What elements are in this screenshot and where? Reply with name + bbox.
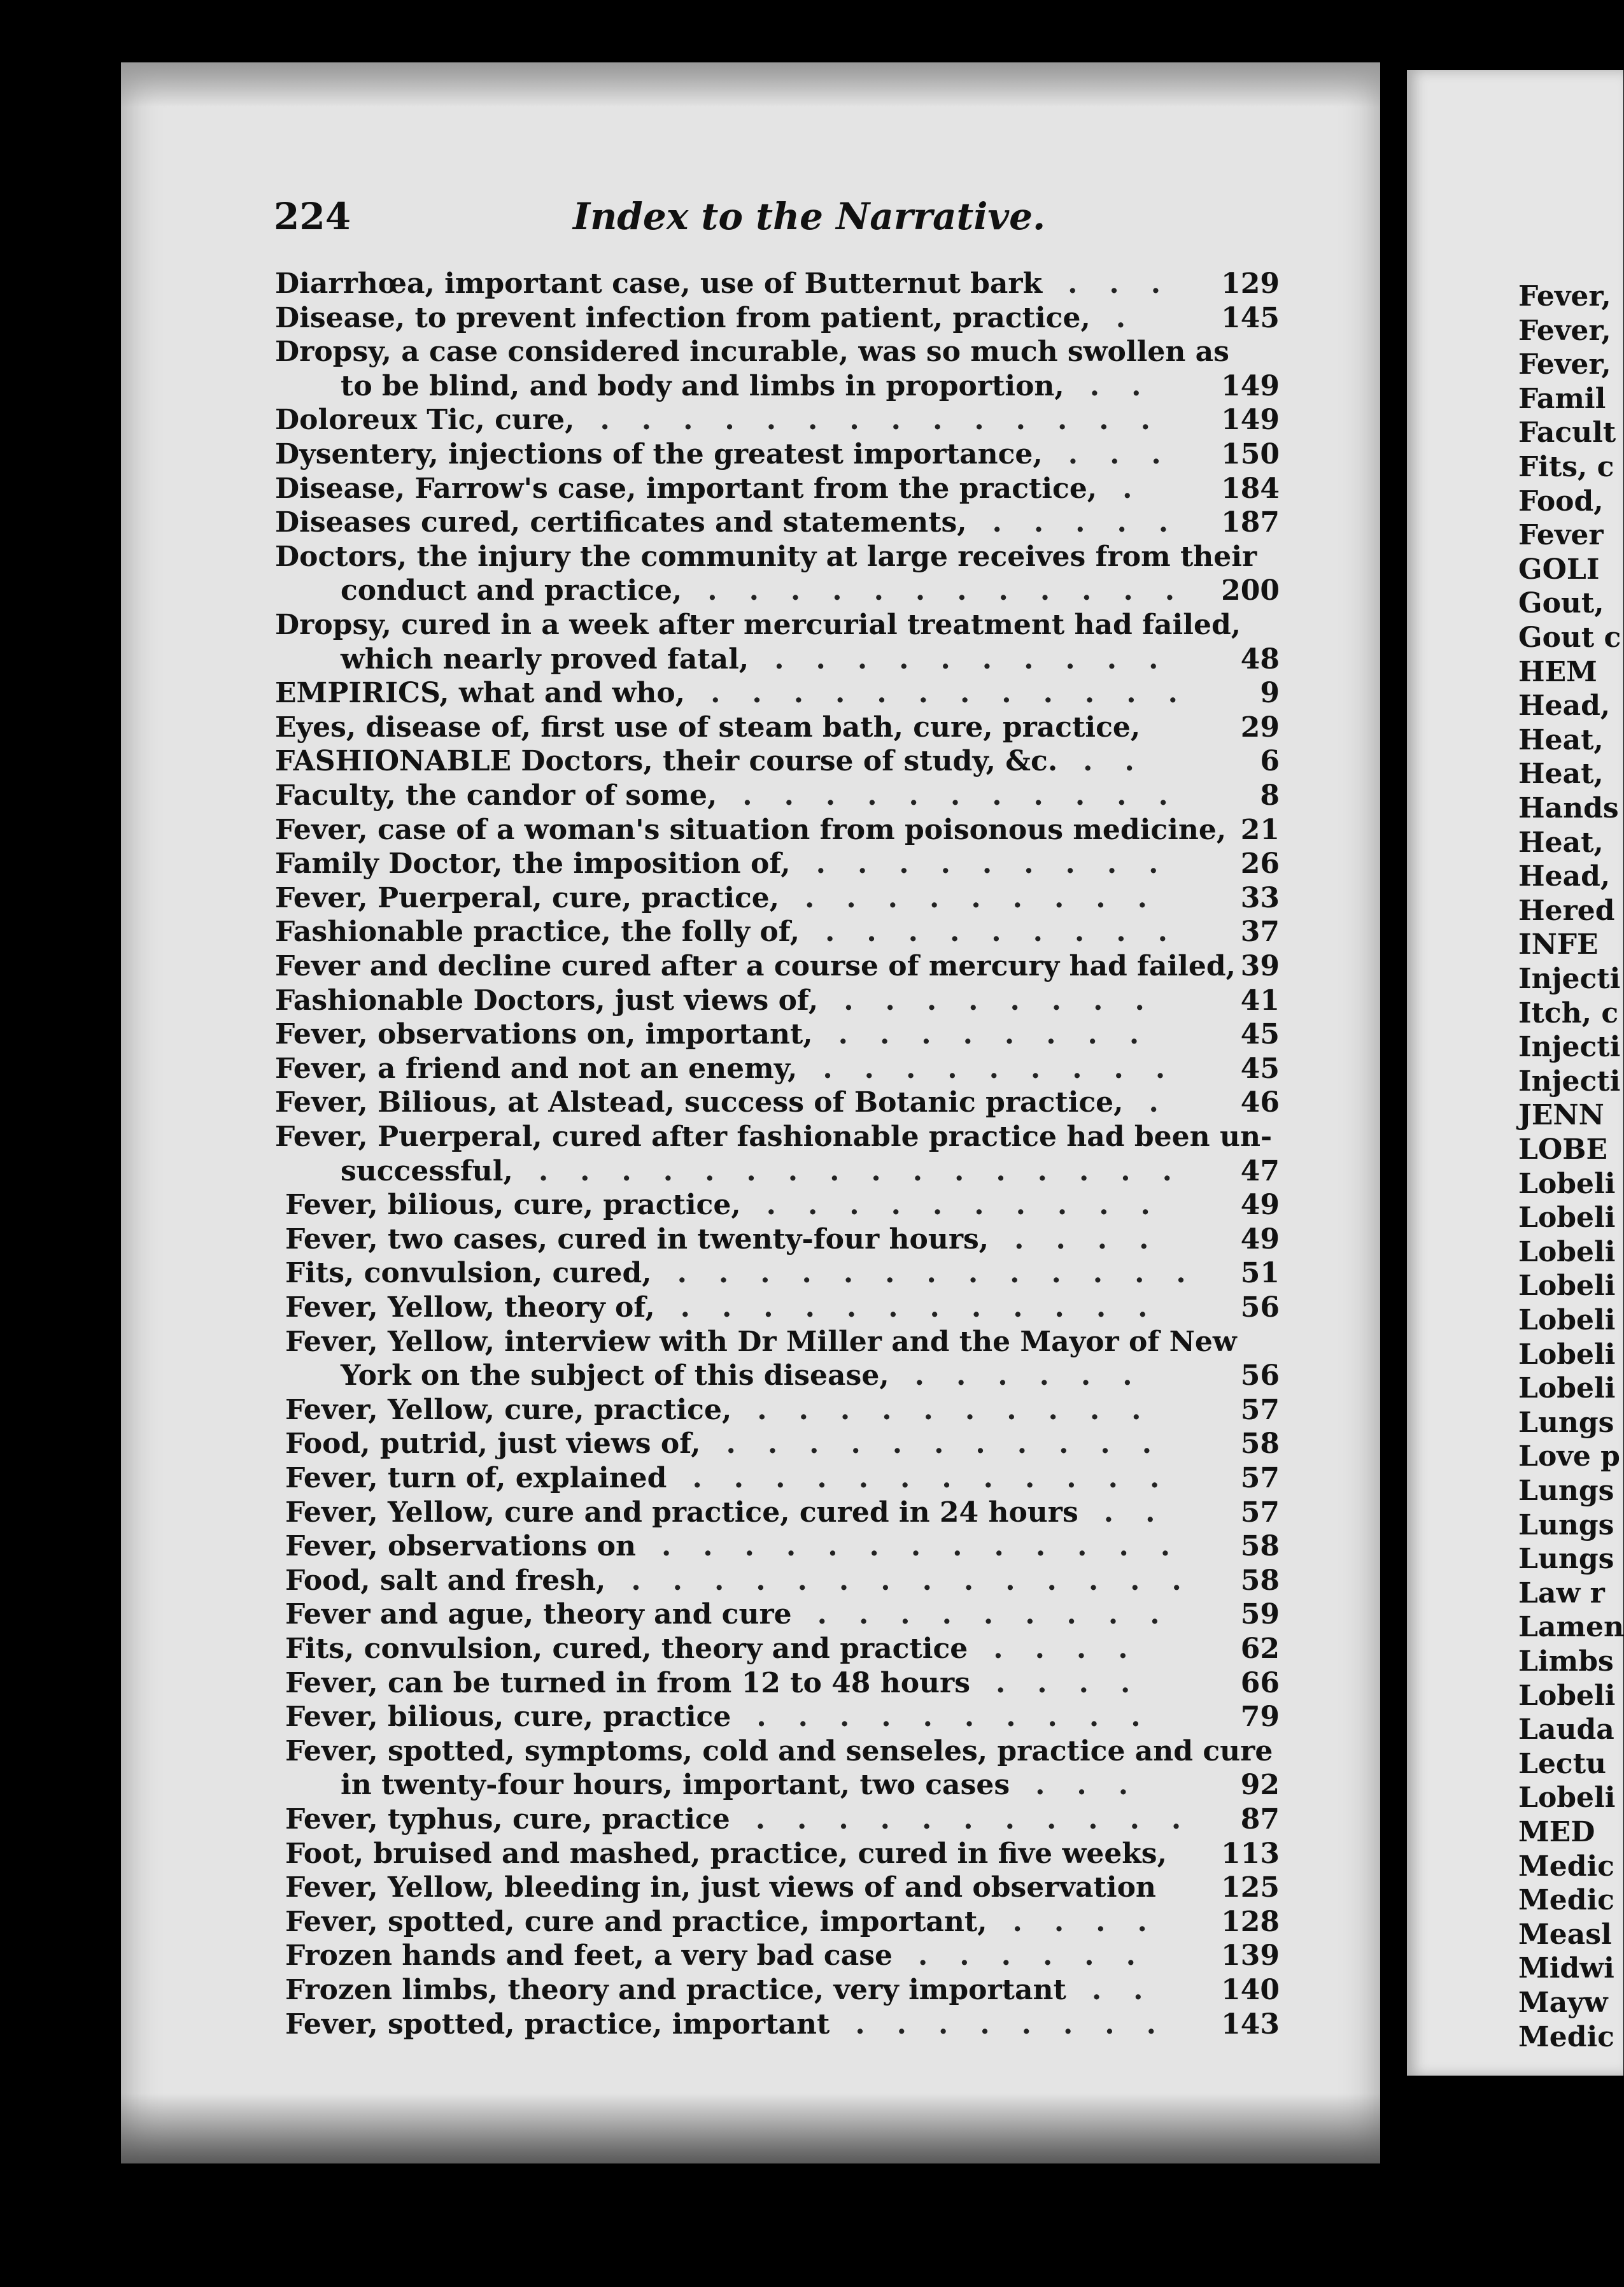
dot-leader: .... (1012, 1906, 1179, 1938)
index-entry-text: Fever, spotted, cure and practice, important, (285, 1906, 987, 1938)
dot-leader: ........... (742, 779, 1200, 812)
index-entry (285, 1803, 1280, 1836)
index-entry-text: Food, putrid, just views of, (285, 1427, 701, 1460)
index-entry-page: 57 (1240, 1394, 1280, 1426)
index-entry-text: Fever, can be turned in from 12 to 48 hours (285, 1667, 970, 1699)
index-entry (275, 1018, 1280, 1051)
index-entry-page: 9 (1260, 677, 1280, 709)
dot-leader: ............ (680, 1291, 1180, 1324)
dot-leader: ......... (805, 882, 1179, 914)
index-entry-page: 21 (1240, 814, 1280, 846)
dot-leader: .......... (756, 1701, 1173, 1733)
index-entry-page: 58 (1240, 1564, 1280, 1597)
index-entry-text: to be blind, and body and limbs in proportion, (341, 370, 1064, 402)
index-entry-text: Frozen hands and feet, a very bad case (285, 1939, 893, 1972)
index-entry (275, 472, 1280, 506)
index-entry-page: 57 (1240, 1462, 1280, 1494)
dot-leader: .. (1083, 745, 1166, 777)
index-entry-page: 143 (1221, 2008, 1280, 2041)
index-entry-page: 184 (1221, 472, 1280, 505)
index-entry-page: 140 (1221, 1974, 1280, 2006)
right-page-fragment: LOBE (1518, 1133, 1607, 1166)
dot-leader: .. (1089, 370, 1173, 402)
dot-leader: ........ (838, 1018, 1171, 1051)
right-page-fragment: Gout, (1518, 587, 1604, 620)
index-entry-text: Faculty, the candor of some, (275, 779, 717, 812)
right-page-fragment: Medic (1518, 1850, 1614, 1883)
index-entry-page: 113 (1221, 1837, 1280, 1870)
index-entry-page: 59 (1240, 1598, 1280, 1631)
index-entry (341, 574, 1280, 607)
index-entry (285, 1837, 1280, 1871)
dot-leader: .... (995, 1667, 1162, 1699)
index-entry-page: 66 (1240, 1667, 1280, 1699)
index-entry (275, 779, 1280, 812)
index-entry (341, 1769, 1280, 1802)
index-entry-text: Dropsy, cured in a week after mercurial treatment had failed, (275, 609, 1241, 641)
index-entry (285, 1632, 1280, 1666)
index-entry-text: Food, salt and fresh, (285, 1564, 606, 1597)
dot-leader: ........ (844, 984, 1176, 1017)
right-page-fragment: Measl (1518, 1918, 1612, 1951)
right-page-fragment: Lungs (1518, 1509, 1614, 1541)
index-entry (275, 1052, 1280, 1086)
index-entry-text: Fits, convulsion, cured, theory and practice (285, 1632, 968, 1665)
index-entry (275, 950, 1280, 983)
index-entry-text: Fever, bilious, cure, practice, (285, 1189, 741, 1221)
right-page-fragment: Lungs (1518, 1543, 1614, 1575)
index-entry (275, 677, 1280, 710)
right-page-fragment: Lamen (1518, 1611, 1624, 1643)
index-entry (285, 1598, 1280, 1631)
index-entry (285, 1291, 1280, 1324)
index-entry-text: Fever and ague, theory and cure (285, 1598, 792, 1631)
right-page-fragment: Lectu (1518, 1748, 1607, 1780)
dot-leader: ................ (538, 1155, 1204, 1187)
index-entry-text: FASHIONABLE Doctors, their course of study, &c. (275, 745, 1058, 777)
index-entry (285, 1906, 1280, 1939)
right-page-fragment: Injecti (1518, 963, 1621, 995)
right-page-fragment: Lobeli (1518, 1236, 1616, 1268)
index-entry-text: Disease, Farrow's case, important from the practice, (275, 472, 1098, 505)
dot-leader: .......... (774, 643, 1190, 676)
index-entry (285, 1223, 1280, 1256)
page-number: 224 (274, 195, 351, 238)
index-entry (285, 1530, 1280, 1563)
index-entry-page: 41 (1240, 984, 1280, 1017)
index-entry (275, 847, 1280, 881)
dot-leader: ...... (917, 1939, 1168, 1972)
index-entry (275, 814, 1280, 847)
right-page-fragment: Lobeli (1518, 1781, 1616, 1814)
dot-leader: ......... (816, 847, 1190, 880)
dot-leader: ..... (992, 506, 1201, 539)
right-page-fragment: Famil (1518, 383, 1606, 415)
right-page-fragment: Lobeli (1518, 1270, 1616, 1302)
index-entry-page: 129 (1221, 267, 1280, 300)
index-entry-page: 128 (1221, 1906, 1280, 1938)
dot-leader: .............. (600, 404, 1182, 436)
index-entry-page: 48 (1240, 643, 1280, 676)
right-page-fragment: Fever, (1518, 280, 1611, 313)
index-entry-text: Fever, Puerperal, cured after fashionable practice had been un- (275, 1121, 1273, 1153)
index-entry (285, 1701, 1280, 1734)
right-page-fragment: Lobeli (1518, 1372, 1616, 1405)
index-entry (275, 745, 1280, 778)
right-page-fragment: Medic (1518, 2021, 1614, 2053)
right-page-fragment: Food, (1518, 485, 1604, 518)
dot-leader: .......... (766, 1189, 1182, 1221)
dot-leader: . (1122, 472, 1164, 505)
index-entry-text: Fever, spotted, practice, important (285, 2008, 830, 2041)
index-entry (341, 370, 1280, 403)
dot-leader: .... (993, 1632, 1160, 1665)
index-entry-page: 92 (1240, 1769, 1280, 1801)
index-entry-page: 29 (1240, 711, 1280, 744)
index-entry-text: Fever, observations on (285, 1530, 636, 1562)
index-entry-page: 47 (1240, 1155, 1280, 1187)
dot-leader: .. (1103, 1496, 1187, 1529)
index-entry-text: Fashionable practice, the folly of, (275, 916, 800, 948)
index-entry-text: Dysentery, injections of the greatest importance, (275, 438, 1043, 471)
right-page-fragment: HEM (1518, 656, 1597, 688)
index-entry (285, 1496, 1280, 1529)
dot-leader: . (1148, 1086, 1190, 1119)
right-page-fragment: Gout c (1518, 621, 1621, 654)
dot-leader: ............. (661, 1530, 1203, 1562)
index-entry-text: Fever, two cases, cured in twenty-four hours, (285, 1223, 989, 1256)
index-entry (285, 1939, 1280, 1972)
index-entry-text: Fits, convulsion, cured, (285, 1257, 652, 1289)
index-entry-text: Fever, bilious, cure, practice (285, 1701, 731, 1733)
dot-leader: ... (1068, 438, 1193, 471)
page-bottom-shadow (121, 2093, 1380, 2163)
index-entry-text: Fever, typhus, cure, practice (285, 1803, 730, 1836)
dot-leader: . (1115, 302, 1158, 334)
index-entry-text: Fever, observations on, important, (275, 1018, 813, 1051)
dot-leader: ...... (914, 1359, 1164, 1392)
index-entry (275, 609, 1280, 642)
index-entry-text: Frozen limbs, theory and practice, very important (285, 1974, 1066, 2006)
right-page-fragment: Facult (1518, 416, 1616, 449)
index-entry-page: 6 (1260, 745, 1280, 777)
index-entry-text: Family Doctor, the imposition of, (275, 847, 791, 880)
index-entry-page: 62 (1240, 1632, 1280, 1665)
index-entry-text: Fever, Puerperal, cure, practice, (275, 882, 780, 914)
index-entry (275, 1086, 1280, 1119)
page-title: Index to the Narrative. (573, 195, 1046, 238)
right-page-fragment: Heat, (1518, 724, 1604, 756)
index-entry-text: Fever, Bilious, at Alstead, success of Botanic practice, (275, 1086, 1124, 1119)
right-page-fragment: Lungs (1518, 1475, 1614, 1507)
index-entry-text: Diarrhœa, important case, use of Butternut bark (275, 267, 1043, 300)
right-page-fragment: Heat, (1518, 758, 1604, 790)
index-entry-page: 150 (1221, 438, 1280, 471)
index-entry-text: Fever, Yellow, bleeding in, just views of and observation (285, 1871, 1156, 1904)
index-entry-page: 200 (1221, 574, 1280, 607)
index-entry (275, 267, 1280, 301)
index-entry-page: 51 (1240, 1257, 1280, 1289)
dot-leader: ......... (825, 916, 1199, 948)
index-entry (285, 1257, 1280, 1290)
index-entry (285, 2008, 1280, 2041)
index-entry-text: Fashionable Doctors, just views of, (275, 984, 819, 1017)
right-page-fragment: Mayw (1518, 1986, 1608, 2019)
index-entry-page: 49 (1240, 1223, 1280, 1256)
dot-leader: ......... (817, 1598, 1192, 1631)
right-page-fragment: Lobeli (1518, 1201, 1616, 1234)
index-entry-page: 37 (1240, 916, 1280, 948)
right-page-fragment: Injecti (1518, 1065, 1621, 1098)
index-entry-text: Foot, bruised and mashed, practice, cured in five weeks, (285, 1837, 1167, 1870)
index-entry (275, 882, 1280, 915)
index-entry-page: 26 (1240, 847, 1280, 880)
index-entry-text: Eyes, disease of, first use of steam bath, cure, practice, (275, 711, 1141, 744)
dot-leader: .... (1014, 1223, 1181, 1256)
index-entry-text: Fever, a friend and not an enemy, (275, 1052, 798, 1085)
index-entry-page: 46 (1240, 1086, 1280, 1119)
index-entry-page: 139 (1221, 1939, 1280, 1972)
index-entry-text: in twenty-four hours, important, two cases (341, 1769, 1010, 1801)
index-entry (285, 1564, 1280, 1597)
index-entry (285, 1394, 1280, 1427)
right-page-fragment: Midwi (1518, 1952, 1614, 1985)
index-entry-text: Fever and decline cured after a course of mercury had failed, (275, 950, 1236, 982)
right-page-fragment: Head, (1518, 860, 1611, 893)
index-entry (285, 1974, 1280, 2007)
index-entry-text: Fever, turn of, explained (285, 1462, 667, 1494)
right-page-fragment: Love p (1518, 1440, 1620, 1473)
index-entry (341, 643, 1280, 676)
index-entry-page: 149 (1221, 404, 1280, 436)
index-entry-page: 45 (1240, 1018, 1280, 1051)
right-page-fragment: Lobeli (1518, 1304, 1616, 1336)
right-page-fragment: Lauda (1518, 1713, 1614, 1746)
index-entry-page: 87 (1240, 1803, 1280, 1836)
right-page-fragment: MED (1518, 1816, 1595, 1848)
dot-leader: ........... (726, 1427, 1184, 1460)
index-entry (275, 984, 1280, 1017)
right-page-fragment: Hered (1518, 895, 1615, 927)
right-page-fragment: Lobeli (1518, 1680, 1616, 1712)
index-entry-text: conduct and practice, (341, 574, 682, 607)
dot-leader: ............ (707, 574, 1207, 607)
index-entry (341, 1359, 1280, 1392)
index-entry-page: 33 (1240, 882, 1280, 914)
index-entry (275, 1121, 1280, 1154)
index-entry (285, 1735, 1280, 1768)
dot-leader: ........ (855, 2008, 1188, 2041)
index-entry (275, 711, 1280, 744)
dot-leader: ......... (823, 1052, 1197, 1085)
right-page-fragment: Lobeli (1518, 1338, 1616, 1371)
index-entry-text: Doctors, the injury the community at large receives from their (275, 541, 1257, 573)
index-entry-text: Fever, case of a woman's situation from poisonous medicine, (275, 814, 1227, 846)
index-entry-text: Fever, Yellow, cure and practice, cured in 24 hours (285, 1496, 1078, 1529)
index-entry (275, 438, 1280, 471)
dot-leader: .......... (757, 1394, 1173, 1426)
index-entry (275, 302, 1280, 335)
index-entry-page: 8 (1260, 779, 1280, 812)
index-entry (285, 1427, 1280, 1461)
index-entry-page: 145 (1221, 302, 1280, 334)
index-entry (285, 1326, 1280, 1359)
index-entry-page: 149 (1221, 370, 1280, 402)
index-entry-page: 58 (1240, 1427, 1280, 1460)
dot-leader: .............. (631, 1564, 1213, 1597)
index-entry-page: 79 (1240, 1701, 1280, 1733)
dot-leader: .. (1091, 1974, 1175, 2006)
index-entry-text: Fever, Yellow, interview with Dr Miller and the Mayor of New (285, 1326, 1237, 1358)
index-entry (275, 336, 1280, 369)
right-page-fragment: Law r (1518, 1577, 1605, 1610)
right-page-fragment: Lungs (1518, 1406, 1614, 1439)
right-page-fragment: Fever, (1518, 315, 1611, 347)
index-entry-text: which nearly proved fatal, (341, 643, 749, 676)
index-entry (285, 1189, 1280, 1222)
index-entry (285, 1871, 1280, 1904)
index-entry-page: 39 (1240, 950, 1280, 982)
dot-leader: ... (1035, 1769, 1161, 1801)
index-entry-text: Diseases cured, certificates and statements, (275, 506, 967, 539)
dot-leader: ............ (692, 1462, 1192, 1494)
index-entry-text: York on the subject of this disease, (341, 1359, 889, 1392)
running-head (274, 191, 1547, 242)
dot-leader: ........... (755, 1803, 1213, 1836)
right-page-fragment: JENN (1518, 1099, 1604, 1131)
dot-leader: ............. (677, 1257, 1218, 1289)
index-entry (275, 506, 1280, 539)
right-page-fragment: Injecti (1518, 1031, 1621, 1063)
right-page-fragment: Fever (1518, 519, 1604, 551)
index-entry (275, 541, 1280, 574)
index-entry (275, 916, 1280, 949)
index-entry-page: 187 (1221, 506, 1280, 539)
dot-leader: ............ (710, 677, 1210, 709)
index-entry-text: Fever, Yellow, cure, practice, (285, 1394, 732, 1426)
index-entry-text: Fever, Yellow, theory of, (285, 1291, 655, 1324)
index-entry-page: 125 (1221, 1871, 1280, 1904)
right-page-fragment: Medic (1518, 1884, 1614, 1916)
right-page-fragment: Heat, (1518, 826, 1604, 859)
right-page-fragment: Hands (1518, 792, 1619, 825)
index-entry-page: 56 (1240, 1291, 1280, 1324)
right-page-fragment: Head, (1518, 690, 1611, 722)
index-entry-text: Dropsy, a case considered incurable, was so much swollen as (275, 336, 1229, 368)
index-entry-page: 58 (1240, 1530, 1280, 1562)
index-entry-text: EMPIRICS, what and who, (275, 677, 686, 709)
index-entry-page: 45 (1240, 1052, 1280, 1085)
right-page-fragment: Fever, (1518, 348, 1611, 381)
index-entry (341, 1155, 1280, 1188)
index-entry-page: 56 (1240, 1359, 1280, 1392)
dot-leader: ... (1068, 267, 1193, 300)
index-entry (275, 404, 1280, 437)
index-entry-text: Doloreux Tic, cure, (275, 404, 575, 436)
right-page-fragment: Lobeli (1518, 1168, 1616, 1200)
right-page-fragment: INFE (1518, 928, 1599, 961)
index-entry-text: Disease, to prevent infection from patient, practice, (275, 302, 1091, 334)
index-entry (285, 1462, 1280, 1495)
right-page-fragment: Limbs (1518, 1645, 1614, 1678)
right-page-fragment: Itch, c (1518, 997, 1619, 1030)
index-entry-page: 57 (1240, 1496, 1280, 1529)
index-entry-page: 49 (1240, 1189, 1280, 1221)
index-entry (285, 1667, 1280, 1700)
right-page-fragment: GOLI (1518, 553, 1600, 586)
page-top-shadow (121, 62, 1380, 107)
right-page-fragment: Fits, c (1518, 451, 1614, 483)
index-entry-text: successful, (341, 1155, 513, 1187)
index-entry-text: Fever, spotted, symptoms, cold and senseles, practice and cure (285, 1735, 1273, 1767)
